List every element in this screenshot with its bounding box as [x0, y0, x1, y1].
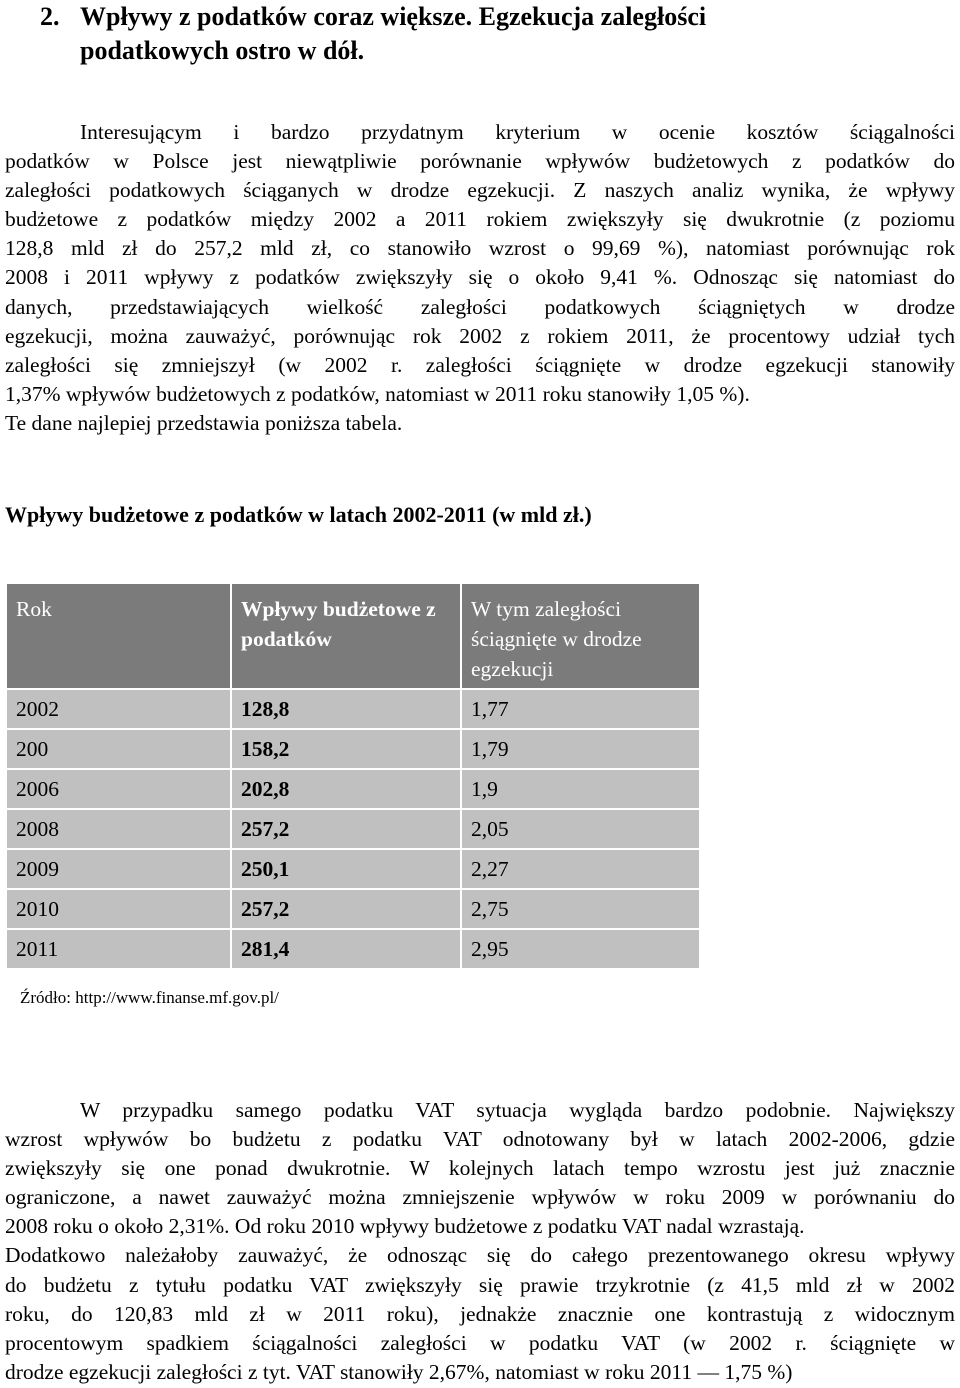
- cell-year: 2011: [6, 929, 231, 969]
- paragraph-line: Te dane najlepiej przedstawia poniższa tabela.: [5, 410, 403, 435]
- cell-arrears: 1,79: [461, 729, 700, 769]
- heading-line-2: podatkowych ostro w dół.: [80, 36, 365, 65]
- cell-arrears: 1,9: [461, 769, 700, 809]
- table-header-row: [6, 583, 700, 689]
- table-title: Wpływy budżetowe z podatków w latach 2002-2011 (w mld zł.): [5, 502, 592, 527]
- cell-arrears: 2,95: [461, 929, 700, 969]
- cell-revenue: 281,4: [231, 929, 461, 969]
- cell-revenue: 202,8: [231, 769, 461, 809]
- cell-revenue: 128,8: [231, 689, 461, 729]
- paragraph-line: egzekucji, można zauważyć, porównując rok 2002 z rokiem 2011, że procentowy udział tych: [5, 323, 955, 348]
- heading-number: 2.: [40, 2, 60, 31]
- paragraph-line: zwiększyły się one ponad dwukrotnie. W kolejnych latach tempo wzrostu jest już znacznie: [5, 1156, 955, 1181]
- cell-revenue: 158,2: [231, 729, 461, 769]
- paragraph-intro: [5, 118, 955, 438]
- cell-revenue: 257,2: [231, 889, 461, 929]
- cell-arrears: 2,75: [461, 889, 700, 929]
- paragraph-line: budżetowe z podatków między 2002 a 2011 rokiem zwiększyły się dwukrotnie (z poziomu: [5, 207, 955, 232]
- paragraph-line: do budżetu z tytułu podatku VAT zwiększyły się prawie trzykrotnie (z 41,5 mld zł w 2002: [5, 1272, 955, 1297]
- cell-revenue: 250,1: [231, 849, 461, 889]
- paragraph-line: 1,37% wpływów budżetowych z podatków, natomiast w 2011 roku stanowiły 1,05 %).: [5, 381, 750, 406]
- paragraph-line: 2008 i 2011 wpływy z podatków zwiększyły się o około 9,41 %. Odnosząc się natomiast do: [5, 265, 955, 290]
- table-row: [6, 769, 700, 809]
- paragraph-line: roku, do 120,83 mld zł w 2011 roku), jednakże znacznie one kontrastują z widocznym: [5, 1301, 955, 1326]
- table-row: [6, 889, 700, 929]
- table-row: [6, 689, 700, 729]
- tax-revenue-table: [5, 582, 701, 970]
- paragraph-line: danych, przedstawiających wielkość zaległości podatkowych ściągniętych w drodze: [5, 294, 955, 319]
- table-source-note: Źródło: http://www.finanse.mf.gov.pl/: [20, 988, 279, 1007]
- cell-arrears: 1,77: [461, 689, 700, 729]
- paragraph-line: wzrost wpływów bo budżetu z podatku VAT odnotowany był w latach 2002-2006, gdzie: [5, 1127, 955, 1152]
- paragraph-line: W przypadku samego podatku VAT sytuacja wygląda bardzo podobnie. Największy: [80, 1098, 955, 1122]
- cell-year: 2010: [6, 889, 231, 929]
- paragraph-line: podatków w Polsce jest niewątpliwie porównanie wpływów budżetowych z podatków do: [5, 149, 955, 174]
- paragraph-line: 2008 roku o około 2,31%. Od roku 2010 wpływy budżetowe z podatku VAT nadal wzrastają.: [5, 1214, 805, 1239]
- heading-text: [80, 0, 920, 68]
- paragraph-line: Dodatkowo należałoby zauważyć, że odnosząc się do całego prezentowanego okresu wpływy: [5, 1243, 955, 1268]
- cell-year: 200: [6, 729, 231, 769]
- table-row: [6, 929, 700, 969]
- cell-revenue: 257,2: [231, 809, 461, 849]
- paragraph-line: 128,8 mld zł do 257,2 mld zł, co stanowiło wzrost o 99,69 %), natomiast porównując rok: [5, 236, 955, 261]
- table-row: [6, 849, 700, 889]
- header-revenue: Wpływy budżetowe z podatków: [231, 583, 461, 689]
- paragraph-line: Interesującym i bardzo przydatnym kryterium w ocenie kosztów ściągalności: [80, 120, 955, 144]
- cell-year: 2002: [6, 689, 231, 729]
- header-year: Rok: [6, 583, 231, 689]
- cell-year: 2009: [6, 849, 231, 889]
- paragraph-line: ograniczone, a nawet zauważyć można zmniejszenie wpływów w roku 2009 w porównaniu do: [5, 1185, 955, 1210]
- paragraph-line: zaległości się zmniejszył (w 2002 r. zaległości ściągnięte w drodze egzekucji stanowiły: [5, 352, 955, 377]
- heading-line-1: Wpływy z podatków coraz większe. Egzekucja zaległości: [80, 2, 707, 31]
- header-arrears: W tym zaległości ściągnięte w drodze egzekucji: [461, 583, 700, 689]
- paragraph-line: procentowym spadkiem ściągalności zaległości w podatku VAT (w 2002 r. ściągnięte w: [5, 1330, 955, 1355]
- table-row: [6, 809, 700, 849]
- cell-arrears: 2,05: [461, 809, 700, 849]
- table-row: [6, 729, 700, 769]
- paragraph-line: drodze egzekucji zaległości z tyt. VAT stanowiły 2,67%, natomiast w roku 2011 — 1,75 %): [5, 1359, 793, 1384]
- cell-year: 2006: [6, 769, 231, 809]
- paragraph-vat: [5, 1096, 955, 1387]
- paragraph-line: zaległości podatkowych ściąganych w drodze egzekucji. Z naszych analiz wynika, że wpływy: [5, 178, 955, 203]
- cell-arrears: 2,27: [461, 849, 700, 889]
- cell-year: 2008: [6, 809, 231, 849]
